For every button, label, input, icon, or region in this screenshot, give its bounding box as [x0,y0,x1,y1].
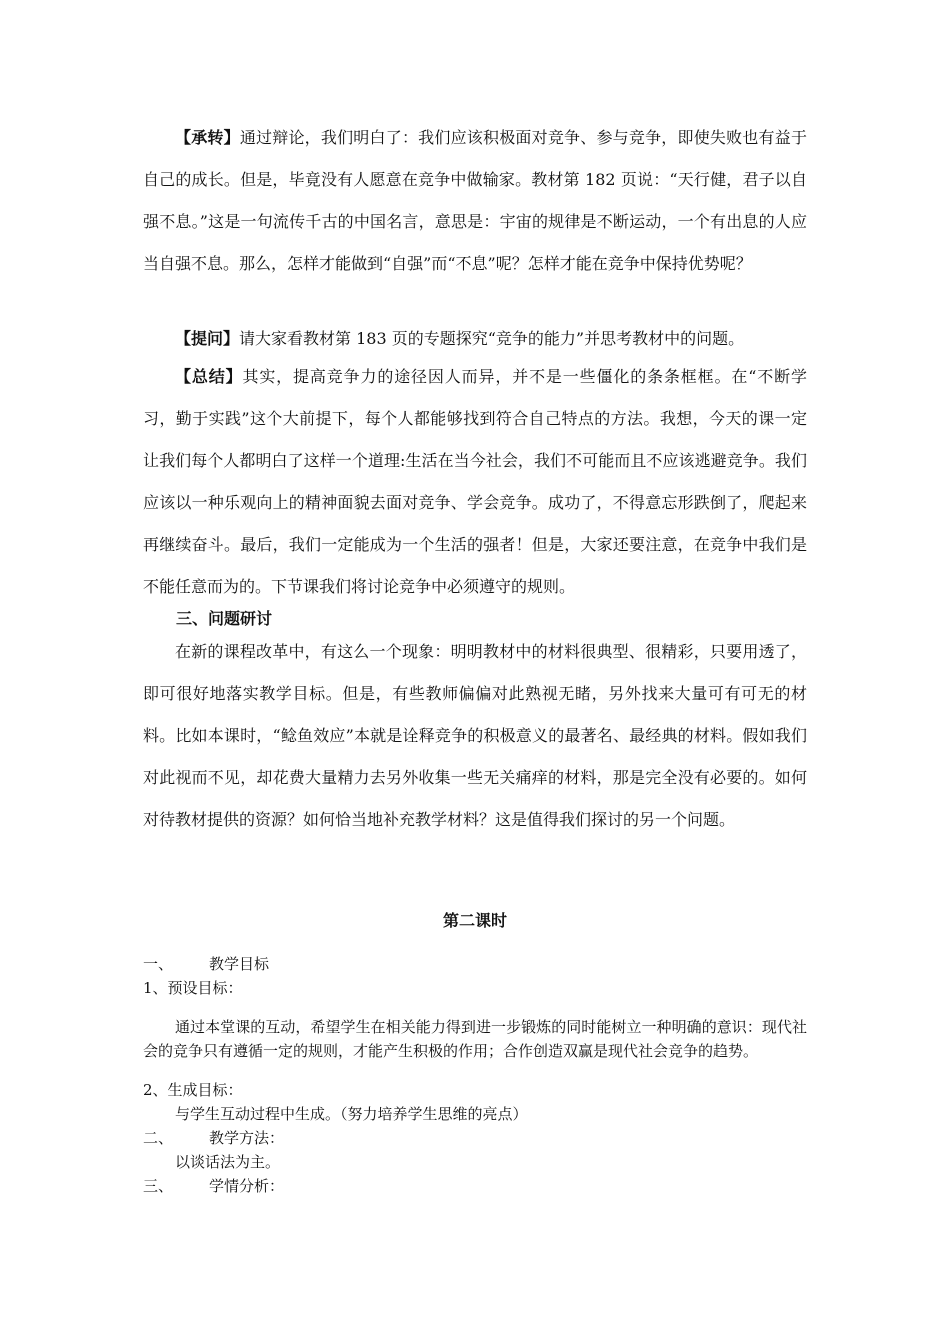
transition-tag: 【承转】 [175,128,240,147]
transition-text: 通过辩论，我们明白了：我们应该积极面对竞争、参与竞争，即使失败也有益于自己的成长。但是，毕竟没有人愿意在竞争中做输家。教材第 182 页说：“天行健，君子以自强不息。”这是一句流传千古的中国名言，意思是：宇宙的规律是不断运动，一个有出息的人应当自强不息。那么，怎样才能做到“自强”而“不息”呢？怎样才能在竞争中保持优势呢？ [143,128,807,273]
methods-text: 以谈话法为主。 [175,1153,281,1171]
outline-number: 三、 [143,1177,174,1195]
outline-item-methods [143,1126,807,1150]
outline-number: 二、 [143,1129,174,1147]
generated-goal-text: 与学生互动过程中生成。（努力培养学生思维的亮点） [175,1105,528,1123]
section-heading-discussion: 三、问题研讨 [176,609,273,628]
outline-item-objectives [143,952,807,976]
question-paragraph [143,318,807,360]
question-text: 请大家看教材第 183 页的专题探究“竞争的能力”并思考教材中的问题。 [239,329,745,348]
preset-goal-text: 通过本堂课的互动，希望学生在相关能力得到进一步锻炼的同时能树立一种明确的意识：现代社会的竞争只有遵循一定的规则，才能产生积极的作用；合作创造双赢是现代社会竞争的趋势。 [143,1018,807,1060]
lesson-two-title: 第二课时 [442,911,507,930]
lesson-two-outline [143,952,807,1198]
outline-label: 教学方法： [209,1129,285,1147]
summary-paragraph [143,356,807,608]
summary-tag: 【总结】 [175,367,243,386]
outline-label: 教学目标 [209,955,270,973]
discussion-paragraph [143,631,807,841]
outline-number: 一、 [143,955,174,973]
summary-text: 其实，提高竞争力的途径因人而异，并不是一些僵化的条条框框。在“不断学习，勤于实践”这个大前提下，每个人都能够找到符合自己特点的方法。我想，今天的课一定让我们每个人都明白了这样一个道理:生活在当今社会，我们不可能而且不应该逃避竞争。我们应该以一种乐观向上的精神面貌去面对竞争、学会竞争。成功了，不得意忘形跌倒了，爬起来再继续奋斗。最后，我们一定能成为一个生活的强者！但是，大家还要注意，在竞争中我们是不能任意而为的。下节课我们将讨论竞争中必须遵守的规则。 [143,367,807,596]
discussion-text: 在新的课程改革中，有这么一个现象：明明教材中的材料很典型、很精彩，只要用透了，即可很好地落实教学目标。但是，有些教师偏偏对此熟视无睹，另外找来大量可有可无的材料。比如本课时，“鲶鱼效应”本就是诠释竞争的积极意义的最著名、最经典的材料。假如我们对此视而不见，却花费大量精力去另外收集一些无关痛痒的材料，那是完全没有必要的。如何对待教材提供的资源？如何恰当地补充教学材料？这是值得我们探讨的另一个问题。 [143,642,807,829]
question-tag: 【提问】 [175,329,240,348]
sub-item-generated-goal: 2、生成目标： [143,1081,243,1099]
sub-item-preset-goal: 1、预设目标： [143,979,243,997]
transition-paragraph [143,117,807,285]
outline-item-learner-analysis [143,1174,807,1198]
outline-label: 学情分析： [209,1177,285,1195]
